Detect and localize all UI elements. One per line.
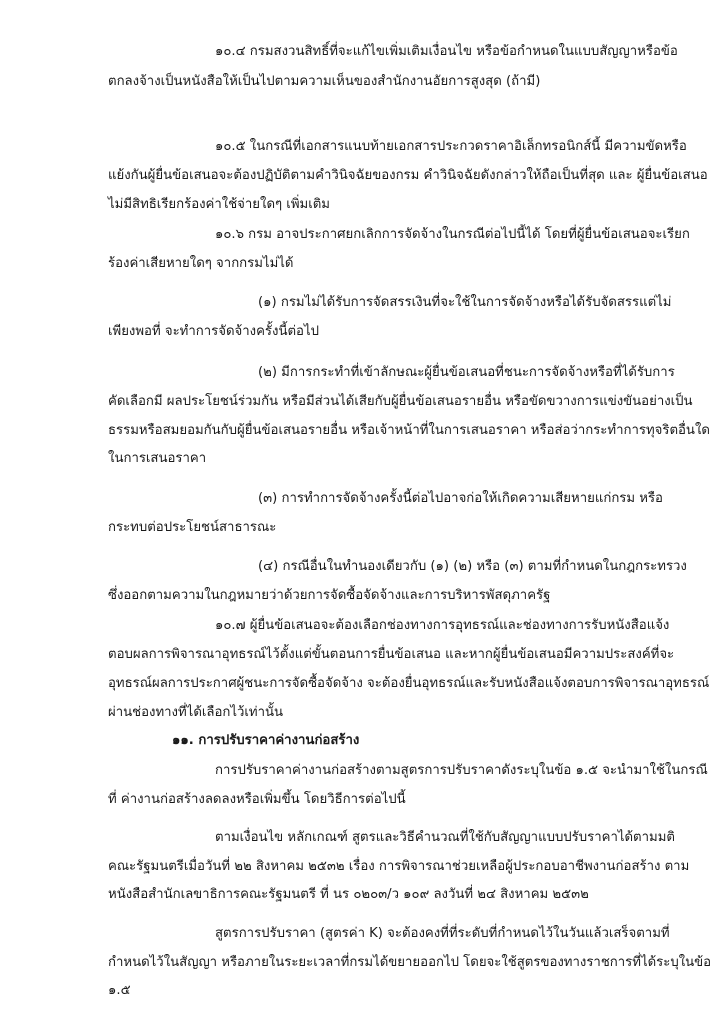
section-11-heading: ๑๑. การปรับราคาค่างานก่อสร้าง (172, 733, 360, 748)
item-2-line-4: ในการเสนอราคา (108, 451, 207, 466)
item-1-line-2: เพียงพอที่ จะทำการจัดจ้างครั้งนี้ต่อไป (108, 324, 319, 339)
clause-10-7-line-1: ๑๐.๗ ผู้ยื่นข้อเสนอจะต้องเลือกช่องทางการอุทธรณ์และช่องทางการรับหนังสือแจ้ง (215, 618, 670, 633)
item-4-line-1: (๔) กรณีอื่นในทำนองเดียวกับ (๑) (๒) หรือ (๓) ตามที่กำหนดในกฎกระทรวง (258, 559, 687, 574)
clause-10-5-line-1: ๑๐.๕ ในกรณีที่เอกสารแนบท้ายเอกสารประกวดราคาอิเล็กทรอนิกส์นี้ มีความขัดหรือ (215, 139, 687, 154)
clause-10-7-line-2: ตอบผลการพิจารณาอุทธรณ์ไว้ตั้งแต่ขั้นตอนการยื่นข้อเสนอ และหากผู้ยื่นข้อเสนอมีความประสงค์ที่จะ (108, 647, 675, 662)
section-11-para-2-line-3: หนังสือสำนักเลขาธิการคณะรัฐมนตรี ที่ นร ๐๒๐๓/ว ๑๐๙ ลงวันที่ ๒๔ สิงหาคม ๒๕๓๒ (108, 887, 589, 902)
clause-10-7-line-3: อุทธรณ์ผลการประกาศผู้ชนะการจัดซื้อจัดจ้าง จะต้องยื่นอุทธรณ์และรับหนังสือแจ้งตอบการพิจารณาอุทธรณ์ (108, 676, 710, 691)
section-11-para-3-line-1: สูตรการปรับราคา (สูตรค่า K) จะต้องคงที่ที่ระดับที่กำหนดไว้ในวันแล้วเสร็จตามที่ (215, 926, 670, 941)
clause-10-4-line-2: ตกลงจ้างเป็นหนังสือให้เป็นไปตามความเห็นของสำนักงานอัยการสูงสุด (ถ้ามี) (108, 74, 541, 89)
item-1-line-1: (๑) กรมไม่ได้รับการจัดสรรเงินที่จะใช้ในการจัดจ้างหรือได้รับจัดสรรแต่ไม่ (258, 295, 672, 310)
section-11-para-2-line-2: คณะรัฐมนตรีเมื่อวันที่ ๒๒ สิงหาคม ๒๕๓๒ เรื่อง การพิจารณาช่วยเหลือผู้ประกอบอาชีพงานก่อสร้าง ตาม (108, 859, 690, 874)
clause-10-6-line-1: ๑๐.๖ กรม อาจประกาศยกเลิกการจัดจ้างในกรณีต่อไปนี้ได้ โดยที่ผู้ยื่นข้อเสนอจะเรียก (215, 227, 690, 242)
item-2-line-1: (๒) มีการกระทำที่เข้าลักษณะผู้ยื่นข้อเสนอที่ชนะการจัดจ้างหรือที่ได้รับการ (258, 365, 675, 380)
section-11-para-2-line-1: ตามเงื่อนไข หลักเกณฑ์ สูตรและวิธีคำนวณที่ใช้กับสัญญาแบบปรับราคาได้ตามมติ (215, 830, 675, 845)
item-2-line-2: คัดเลือกมี ผลประโยชน์ร่วมกัน หรือมีส่วนได้เสียกับผู้ยื่นข้อเสนอรายอื่น หรือขัดขวางการแข่งขันอย่างเป็น (108, 394, 693, 409)
clause-10-4-line-1: ๑๐.๔ กรมสงวนสิทธิ์ที่จะแก้ไขเพิ่มเติมเงื่อนไข หรือข้อกำหนดในแบบสัญญาหรือข้อ (215, 44, 678, 59)
clause-10-7-line-4: ผ่านช่องทางที่ได้เลือกไว้เท่านั้น (108, 705, 284, 720)
item-4-line-2: ซึ่งออกตามความในกฎหมายว่าด้วยการจัดซื้อจัดจ้างและการบริหารพัสดุภาครัฐ (108, 588, 551, 603)
item-2-line-3: ธรรมหรือสมยอมกันกับผู้ยื่นข้อเสนอรายอื่น หรือเจ้าหน้าที่ในการเสนอราคา หรือส่อว่ากระทำการทุจริตอื่นใด (108, 423, 710, 438)
clause-10-5-line-3: ไม่มีสิทธิเรียกร้องค่าใช้จ่ายใดๆ เพิ่มเติม (108, 197, 330, 212)
item-3-line-2: กระทบต่อประโยชน์สาธารณะ (108, 520, 277, 535)
section-11-para-3-line-2: กำหนดไว้ในสัญญา หรือภายในระยะเวลาที่กรมได้ขยายออกไป โดยจะใช้สูตรของทางราชการที่ได้ระบุในข้อ (108, 955, 712, 970)
clause-10-5-line-2: แย้งกันผู้ยื่นข้อเสนอจะต้องปฏิบัติตามคำวินิจฉัยของกรม คำวินิจฉัยดังกล่าวให้ถือเป็นที่สุด และ ผู้ยื่นข้อเสนอ (108, 168, 708, 183)
section-11-para-1-line-1: การปรับราคาค่างานก่อสร้างตามสูตรการปรับราคาดังระบุในข้อ ๑.๕ จะนำมาใช้ในกรณี (215, 763, 708, 778)
section-11-para-1-line-2: ที่ ค่างานก่อสร้างลดลงหรือเพิ่มขึ้น โดยวิธีการต่อไปนี้ (108, 792, 406, 807)
section-11-para-3-line-3: ๑.๕ (108, 983, 131, 998)
clause-10-6-line-2: ร้องค่าเสียหายใดๆ จากกรมไม่ได้ (108, 256, 294, 271)
item-3-line-1: (๓) การทำการจัดจ้างครั้งนี้ต่อไปอาจก่อให้เกิดความเสียหายแก่กรม หรือ (258, 491, 663, 506)
